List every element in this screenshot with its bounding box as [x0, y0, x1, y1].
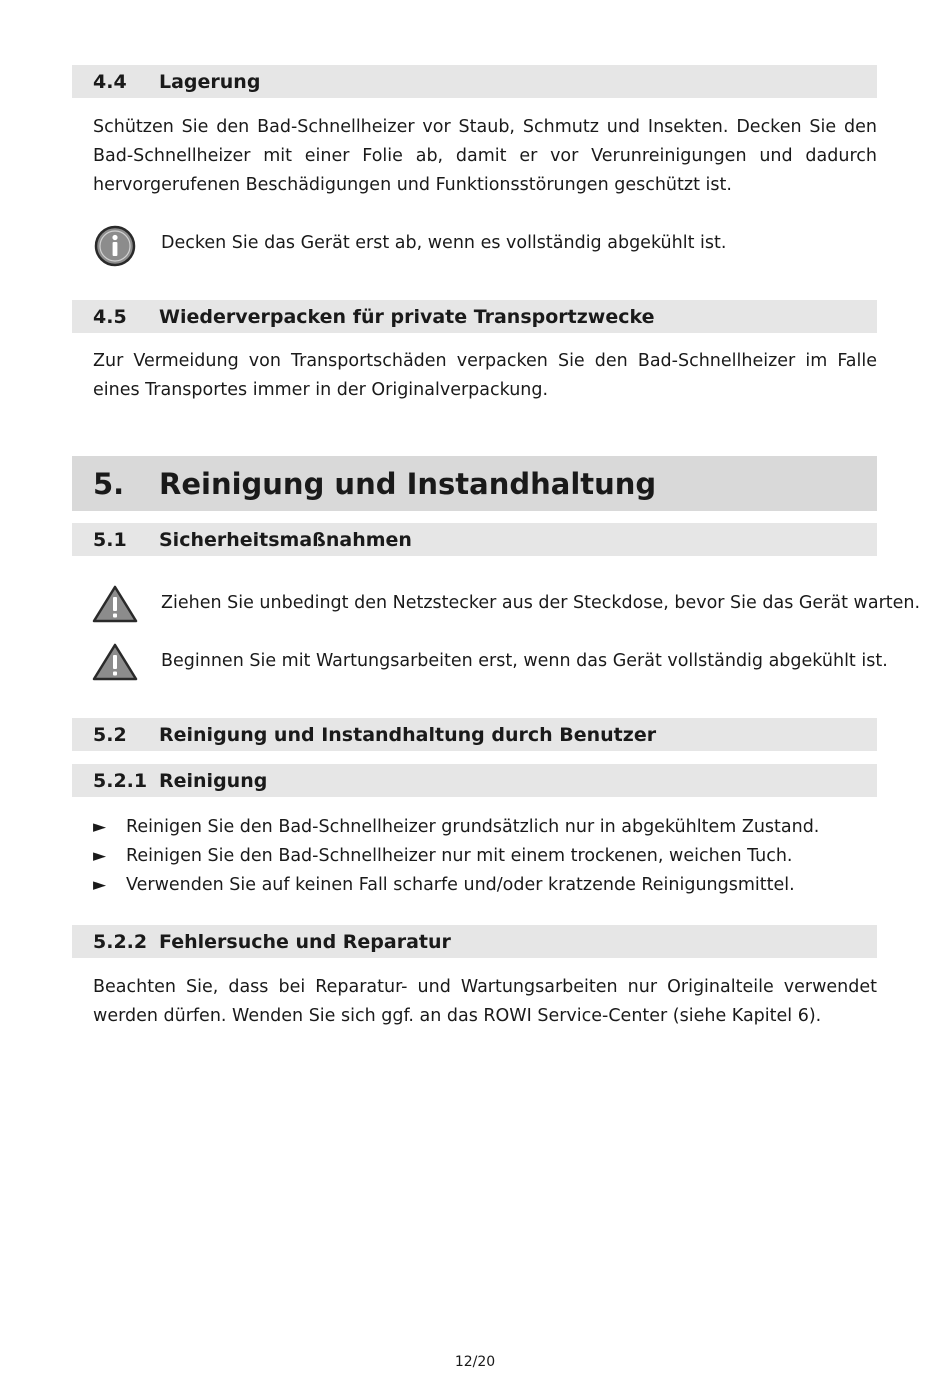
repacking-paragraph: Zur Vermeidung von Transportschäden verpacken Sie den Bad-Schnellheizer im Falle eines Transportes immer in der Originalverpackung. [93, 351, 877, 400]
list-item [93, 842, 819, 871]
page-number: 12/20 [454, 1354, 496, 1370]
chapter-number: 5. [93, 466, 125, 501]
cleaning-instructions-list [93, 813, 819, 900]
info-note: Decken Sie das Gerät erst ab, wenn es vollständig abgekühlt ist. [161, 233, 727, 253]
section-number: 5.2.2 [93, 930, 148, 953]
section-heading-4-4 [72, 65, 877, 98]
section-title: Lagerung [159, 70, 261, 93]
repair-paragraph: Beachten Sie, dass bei Reparatur- und Wartungsarbeiten nur Originalteile verwendet werden dürfen. Wenden Sie sich ggf. an das ROWI Service-Center (siehe Kapitel 6). [93, 977, 877, 1026]
arrow-right-icon: ► [93, 817, 107, 837]
section-number: 4.4 [93, 70, 127, 93]
list-item-text: Reinigen Sie den Bad-Schnellheizer grundsätzlich nur in abgekühltem Zustand. [126, 817, 820, 837]
chapter-heading-5 [72, 456, 877, 511]
info-icon [94, 225, 136, 267]
section-heading-5-1 [72, 523, 877, 556]
list-item [93, 813, 819, 842]
section-heading-5-2 [72, 718, 877, 751]
chapter-title: Reinigung und Instandhaltung [159, 466, 657, 501]
warning-note: Ziehen Sie unbedingt den Netzstecker aus der Steckdose, bevor Sie das Gerät warten. [161, 593, 921, 613]
warning-triangle-icon [91, 584, 139, 624]
storage-paragraph: Schützen Sie den Bad-Schnellheizer vor Staub, Schmutz und Insekten. Decken Sie den Bad-Schnellheizer mit einer Folie ab, damit er vor Verunreinigungen und dadurch hervorgerufenen Beschädigungen und Funktionsstörungen geschützt ist. [93, 117, 877, 195]
list-item-text: Verwenden Sie auf keinen Fall scharfe und/oder kratzende Reinigungsmittel. [126, 875, 795, 895]
section-heading-5-2-1 [72, 764, 877, 797]
section-title: Wiederverpacken für private Transportzwecke [159, 305, 655, 328]
warning-triangle-icon [91, 642, 139, 682]
section-number: 5.2 [93, 723, 127, 746]
arrow-right-icon: ► [93, 846, 107, 866]
section-number: 4.5 [93, 305, 127, 328]
section-title: Fehlersuche und Reparatur [159, 930, 451, 953]
section-heading-4-5 [72, 300, 877, 333]
list-item [93, 871, 819, 900]
list-item-text: Reinigen Sie den Bad-Schnellheizer nur mit einem trockenen, weichen Tuch. [126, 846, 793, 866]
section-title: Reinigung [159, 769, 268, 792]
section-title: Sicherheitsmaßnahmen [159, 528, 412, 551]
section-heading-5-2-2 [72, 925, 877, 958]
section-number: 5.2.1 [93, 769, 148, 792]
warning-note: Beginnen Sie mit Wartungsarbeiten erst, wenn das Gerät vollständig abgekühlt ist. [161, 651, 888, 671]
arrow-right-icon: ► [93, 875, 107, 895]
section-title: Reinigung und Instandhaltung durch Benutzer [159, 723, 657, 746]
section-number: 5.1 [93, 528, 127, 551]
